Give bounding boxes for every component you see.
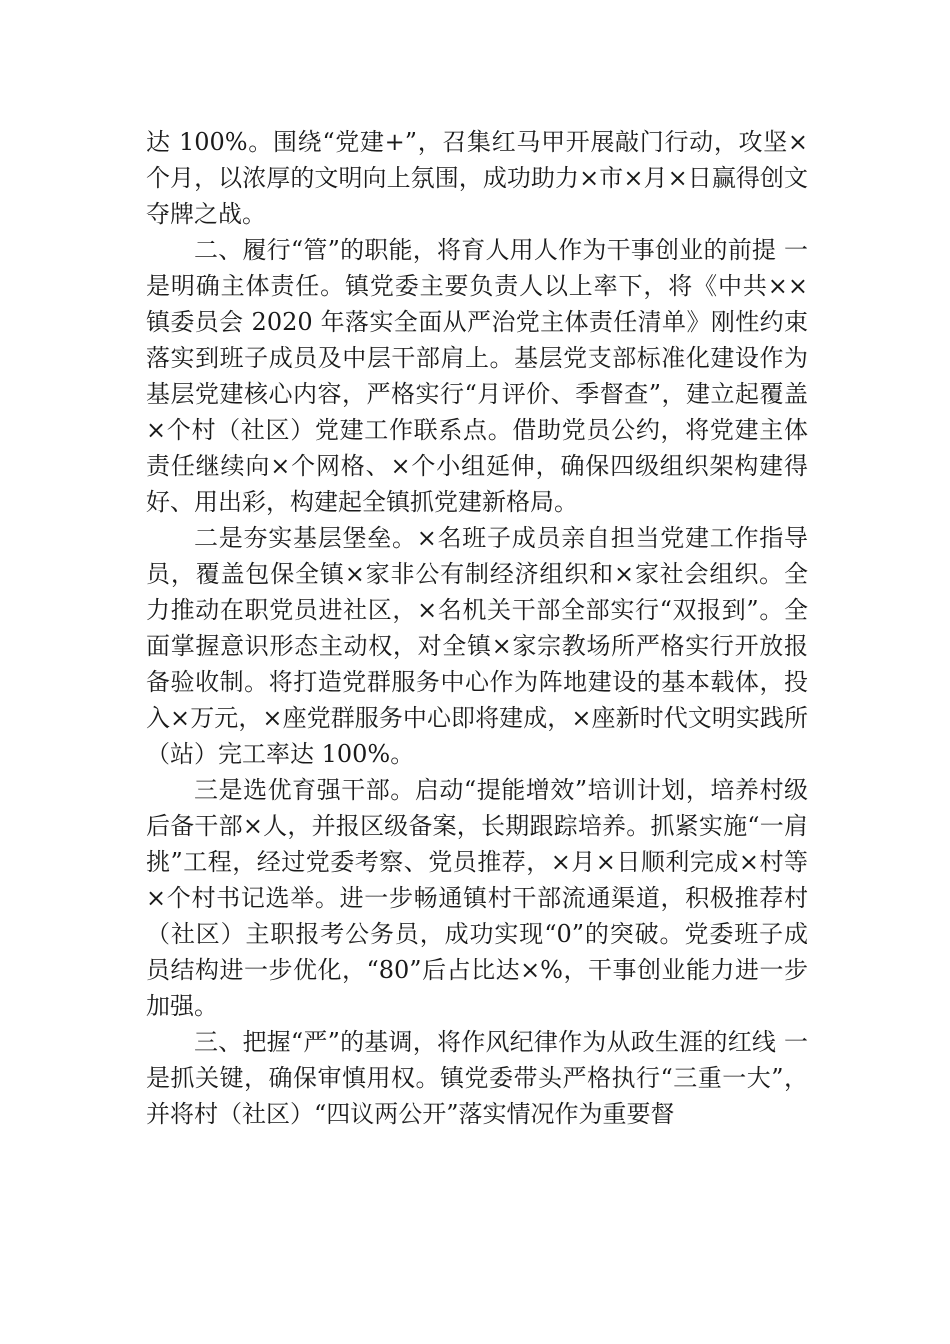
paragraph-select-cadres: 三是选优育强干部。启动“提能增效”培训计划，培养村级后备干部×人，并报区级备案，长期跟踪培养。抓紧实施“一肩挑”工程，经过党委考察、党员推荐，×月×日顺利完成×村等×个村书记选举。进一步畅通镇村干部流通渠道，积极推荐村（社区）主职报考公务员，成功实现“0”的突破。党委班子成员结构进一步优化，“80”后占比达×%，干事创业能力进一步加强。 [146,776,808,1020]
paragraph-strengthen-grassroots: 二是夯实基层堡垒。×名班子成员亲自担当党建工作指导员，覆盖包保全镇×家非公有制经济组织和×家社会组织。全力推动在职党员进社区，×名机关干部全部实行“双报到”。全面掌握意识形态主动权，对全镇×家宗教场所严格实行开放报备验收制。将打造党群服务中心作为阵地建设的基本载体，投入×万元，×座党群服务中心即将建成，×座新时代文明实践所（站）完工率达 100%。 [146,524,808,768]
paragraph-continuation: 达 100%。围绕“党建+”，召集红马甲开展敲门行动，攻坚×个月，以浓厚的文明向上氛围，成功助力×市×月×日赢得创文夺牌之战。 [146,128,808,228]
paragraph-section-three: 三、把握“严”的基调，将作风纪律作为从政生涯的红线 一是抓关键，确保审慎用权。镇党委带头严格执行“三重一大”，并将村（社区）“四议两公开”落实情况作为重要督 [146,1028,808,1128]
paragraph-section-two: 二、履行“管”的职能，将育人用人作为干事创业的前提 一是明确主体责任。镇党委主要负责人以上率下，将《中共××镇委员会 2020 年落实全面从严治党主体责任清单》刚性约束落实到班子成员及中层干部肩上。基层党支部标准化建设作为基层党建核心内容，严格实行“月评价、季督查”，建立起覆盖×个村（社区）党建工作联系点。借助党员公约，将党建主体责任继续向×个网格、×个小组延伸，确保四级组织架构建得好、用出彩，构建起全镇抓党建新格局。 [146,236,808,516]
document-body [146,124,808,1132]
